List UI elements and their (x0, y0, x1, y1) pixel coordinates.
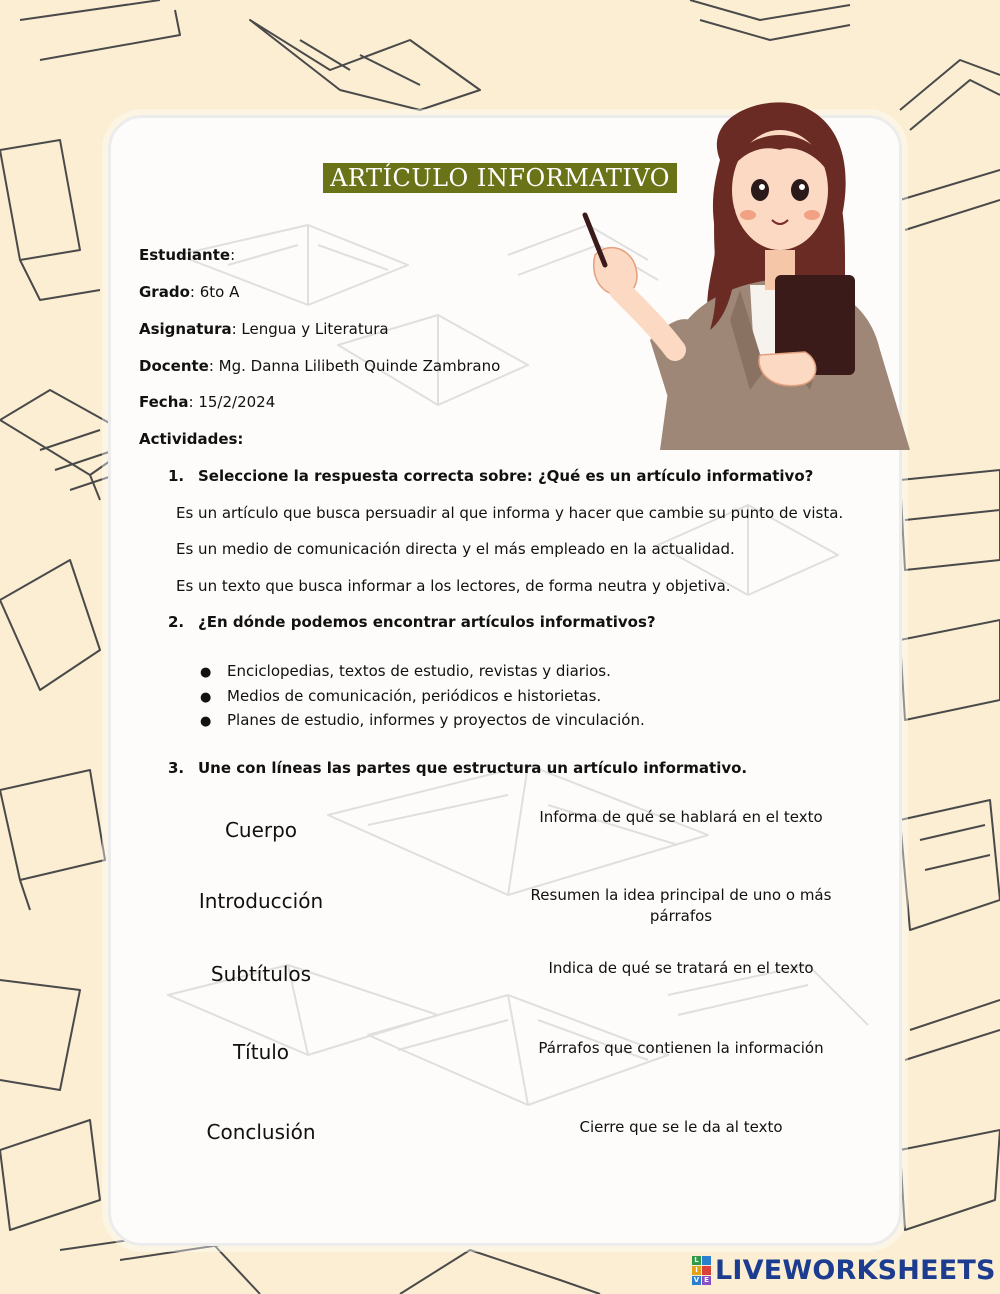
student-label: Estudiante (139, 246, 231, 264)
subject-value: : Lengua y Literatura (231, 320, 389, 338)
logo-letter: V (693, 1275, 700, 1284)
list-item (200, 662, 611, 680)
match-right-2[interactable]: Resumen la idea principal de uno o más párrafos (530, 886, 832, 925)
match-left-titulo[interactable]: Título (232, 1040, 290, 1064)
match-left-subtitulos[interactable]: Subtítulos (210, 962, 312, 986)
question-2 (168, 613, 656, 631)
subject-line (139, 320, 389, 338)
question-text: ¿En dónde podemos encontrar artículos informativos? (198, 613, 656, 631)
page-title: ARTÍCULO INFORMATIVO (323, 163, 677, 193)
teacher-label: Docente (139, 357, 209, 375)
question-text: Une con líneas las partes que estructura un artículo informativo. (198, 759, 748, 777)
teacher-value: : Mg. Danna Lilibeth Quinde Zambrano (208, 357, 501, 375)
bullet-icon: ● (200, 690, 212, 705)
question-number: 2. (168, 613, 185, 631)
bullet-icon: ● (200, 714, 212, 729)
match-left-introduccion[interactable]: Introducción (198, 889, 324, 913)
question-3 (168, 759, 747, 777)
match-right-5[interactable]: Cierre que se le da al texto (579, 1118, 783, 1136)
teacher-illustration (580, 90, 910, 450)
grade-label: Grado (139, 283, 190, 301)
logo-icon (692, 1256, 711, 1285)
q1-option-2[interactable]: Es un medio de comunicación directa y el más empleado en la actualidad. (176, 540, 735, 558)
date-line (139, 393, 275, 411)
teacher-line (139, 357, 500, 375)
q1-option-3[interactable]: Es un texto que busca informar a los lectores, de forma neutra y objetiva. (176, 577, 731, 595)
grade-value: : 6to A (189, 283, 240, 301)
match-right-4[interactable]: Párrafos que contienen la información (538, 1039, 824, 1057)
logo-letter: L (692, 1256, 701, 1265)
list-item-text: Enciclopedias, textos de estudio, revistas y diarios. (227, 662, 611, 680)
match-left-cuerpo[interactable]: Cuerpo (224, 818, 298, 842)
date-value: : 15/2/2024 (188, 393, 276, 411)
liveworksheets-logo (692, 1256, 996, 1284)
activities-label: Actividades: (139, 430, 244, 448)
activities-line (139, 430, 243, 448)
grade-line (139, 283, 239, 301)
match-left-conclusion[interactable]: Conclusión (206, 1120, 316, 1144)
student-value: : (230, 246, 236, 264)
logo-wordmark: LIVEWORKSHEETS (715, 1254, 996, 1286)
list-item-text: Planes de estudio, informes y proyectos de vinculación. (227, 711, 645, 729)
question-text: Seleccione la respuesta correcta sobre: ¿Qué es un artículo informativo? (198, 467, 814, 485)
question-number: 1. (168, 467, 185, 485)
student-line (139, 246, 235, 264)
match-right-1[interactable]: Informa de qué se hablará en el texto (539, 808, 823, 826)
logo-letter: I (692, 1266, 701, 1275)
logo-letter: E (702, 1276, 711, 1285)
list-item-text: Medios de comunicación, periódicos e historietas. (227, 687, 602, 705)
subject-label: Asignatura (139, 320, 232, 338)
list-item (200, 711, 645, 729)
match-right-3[interactable]: Indica de qué se tratará en el texto (548, 959, 814, 977)
bullet-icon: ● (200, 665, 212, 680)
question-number: 3. (168, 759, 185, 777)
q1-option-1[interactable]: Es un artículo que busca persuadir al que informa y hacer que cambie su punto de vista. (176, 504, 844, 522)
date-label: Fecha (139, 393, 189, 411)
question-1 (168, 467, 813, 485)
list-item (200, 687, 601, 705)
